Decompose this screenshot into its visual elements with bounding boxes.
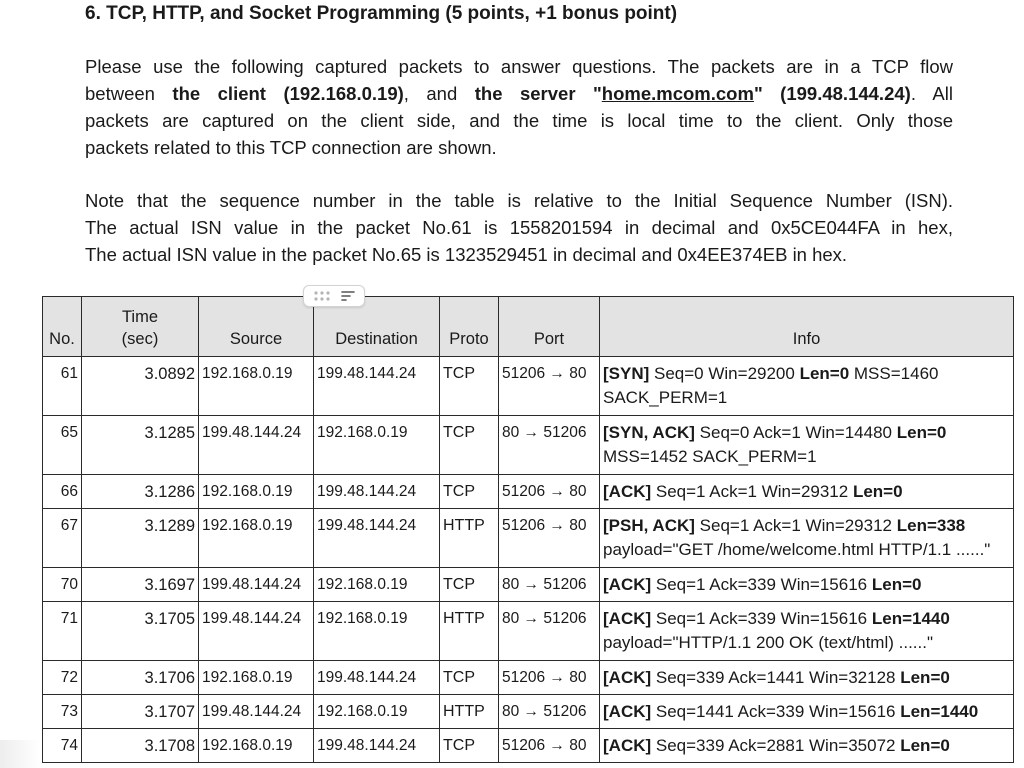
cell-source: 192.168.0.19 (199, 357, 314, 416)
info-len: Len=1440 (900, 702, 979, 721)
cell-source: 199.48.144.24 (199, 602, 314, 661)
cell-port: 51206 → 80 (499, 509, 600, 568)
header-proto: Proto (440, 297, 499, 357)
cell-port: 80 → 51206 (499, 695, 600, 729)
info-flags: [ACK] (603, 482, 652, 501)
server-label: the server "home.mcom.com" (199.48.144.24) (474, 83, 911, 104)
info-len: Len=0 (900, 736, 950, 755)
cell-proto: TCP (440, 416, 499, 475)
cell-time: 3.1285 (82, 416, 199, 475)
header-source: Source (199, 297, 314, 357)
table-row (43, 509, 1014, 568)
packet-table-body (43, 357, 1014, 763)
cell-destination: 192.168.0.19 (314, 568, 440, 602)
client-label: the client (192.168.0.19) (172, 83, 404, 104)
cell-source: 199.48.144.24 (199, 695, 314, 729)
cell-destination: 192.168.0.19 (314, 602, 440, 661)
cell-time: 3.1289 (82, 509, 199, 568)
note-paragraph (85, 187, 953, 268)
info-len: Len=0 (852, 482, 903, 501)
table-row (43, 568, 1014, 602)
cell-port: 51206 → 80 (499, 357, 600, 416)
cell-proto: HTTP (440, 602, 499, 661)
info-payload: payload="HTTP/1.1 200 OK (text/html) ......" (603, 633, 934, 652)
info-flags: [ACK] (603, 668, 652, 687)
table-row (43, 729, 1014, 763)
cell-proto: TCP (440, 729, 499, 763)
table-row (43, 602, 1014, 661)
info-flags: [ACK] (603, 736, 652, 755)
cell-proto: TCP (440, 357, 499, 416)
note-line-1: Note that the sequence number in the table is relative to the Initial Sequence Number (ISN). (85, 190, 953, 211)
cell-time: 3.1697 (82, 568, 199, 602)
cell-info (600, 568, 1014, 602)
table-drag-handle[interactable] (303, 285, 365, 307)
info-fields: Seq=1 Ack=1 Win=29312 (651, 482, 853, 501)
drag-handle-icon[interactable] (313, 290, 331, 302)
info-flags: [SYN] (603, 364, 650, 383)
table-row (43, 475, 1014, 509)
cell-source: 199.48.144.24 (199, 416, 314, 475)
info-flags: [ACK] (603, 575, 652, 594)
cell-info (600, 416, 1014, 475)
intro-line-2: between the client (192.168.0.19), and the server "home.mcom.com" (199.48.144.24). All (85, 83, 953, 104)
info-len: Len=0 (871, 575, 922, 594)
header-destination: Destination (314, 297, 440, 357)
edge-shadow (0, 740, 40, 768)
cell-port: 80 → 51206 (499, 568, 600, 602)
cell-no: 72 (43, 661, 82, 695)
cell-port: 51206 → 80 (499, 475, 600, 509)
cell-time: 3.1707 (82, 695, 199, 729)
header-no: No. (43, 297, 82, 357)
info-fields: Seq=0 Ack=1 Win=14480 (694, 423, 897, 442)
intro-line-3: packets are captured on the client side, and the time is local time to the client. Only those (85, 110, 953, 131)
cell-destination: 199.48.144.24 (314, 729, 440, 763)
cell-port: 80 → 51206 (499, 602, 600, 661)
cell-time: 3.1705 (82, 602, 199, 661)
info-fields: Seq=339 Ack=1441 Win=32128 (651, 668, 901, 687)
cell-no: 66 (43, 475, 82, 509)
cell-port: 51206 → 80 (499, 729, 600, 763)
info-len: Len=0 (900, 668, 950, 687)
cell-source: 199.48.144.24 (199, 568, 314, 602)
cell-proto: HTTP (440, 509, 499, 568)
intro-line-1: Please use the following captured packets to answer questions. The packets are in a TCP flow (85, 56, 953, 77)
cell-destination: 199.48.144.24 (314, 509, 440, 568)
info-fields: Seq=1441 Ack=339 Win=15616 (651, 702, 901, 721)
info-flags: [SYN, ACK] (603, 423, 695, 442)
info-options: MSS=1460 SACK_PERM=1 (603, 364, 939, 407)
cell-source: 192.168.0.19 (199, 729, 314, 763)
table-row (43, 695, 1014, 729)
header-info: Info (600, 297, 1014, 357)
note-line-2: The actual ISN value in the packet No.61 is 1558201594 in decimal and 0x5CE044FA in hex, (85, 217, 953, 238)
cell-proto: TCP (440, 568, 499, 602)
info-len: Len=0 (896, 423, 947, 442)
cell-no: 74 (43, 729, 82, 763)
note-line-3: The actual ISN value in the packet No.65 is 1323529451 in decimal and 0x4EE374EB in hex. (85, 244, 848, 265)
cell-time: 3.1706 (82, 661, 199, 695)
table-row (43, 661, 1014, 695)
cell-time: 3.1708 (82, 729, 199, 763)
text-align-icon[interactable] (340, 290, 356, 302)
table-header-row (43, 297, 1014, 357)
cell-info (600, 509, 1014, 568)
cell-info (600, 602, 1014, 661)
cell-port: 80 → 51206 (499, 416, 600, 475)
info-len: Len=0 (799, 364, 850, 383)
cell-info (600, 729, 1014, 763)
cell-source: 192.168.0.19 (199, 475, 314, 509)
cell-source: 192.168.0.19 (199, 509, 314, 568)
header-port: Port (499, 297, 600, 357)
packet-table (42, 296, 1014, 763)
cell-no: 67 (43, 509, 82, 568)
cell-info (600, 695, 1014, 729)
cell-info (600, 357, 1014, 416)
info-len: Len=338 (896, 516, 966, 535)
cell-destination: 199.48.144.24 (314, 661, 440, 695)
cell-source: 192.168.0.19 (199, 661, 314, 695)
cell-proto: HTTP (440, 695, 499, 729)
server-host-link[interactable]: home.mcom.com (601, 83, 754, 104)
cell-no: 65 (43, 416, 82, 475)
info-len: Len=1440 (871, 609, 950, 628)
info-fields: Seq=1 Ack=339 Win=15616 (651, 609, 872, 628)
table-row (43, 357, 1014, 416)
cell-destination: 192.168.0.19 (314, 416, 440, 475)
info-fields: Seq=1 Ack=1 Win=29312 (694, 516, 897, 535)
cell-no: 61 (43, 357, 82, 416)
cell-no: 71 (43, 602, 82, 661)
table-row (43, 416, 1014, 475)
info-payload: payload="GET /home/welcome.html HTTP/1.1 ......" (603, 540, 991, 559)
header-time: Time (sec) (82, 297, 199, 357)
info-fields: Seq=339 Ack=2881 Win=35072 (651, 736, 901, 755)
info-flags: [ACK] (603, 702, 652, 721)
intro-line-4: packets related to this TCP connection are shown. (85, 137, 497, 158)
cell-proto: TCP (440, 661, 499, 695)
info-flags: [PSH, ACK] (603, 516, 695, 535)
info-options: MSS=1452 SACK_PERM=1 (603, 447, 817, 466)
cell-time: 3.1286 (82, 475, 199, 509)
cell-no: 73 (43, 695, 82, 729)
info-fields: Seq=0 Win=29200 (649, 364, 800, 383)
cell-destination: 199.48.144.24 (314, 475, 440, 509)
cell-info (600, 475, 1014, 509)
info-flags: [ACK] (603, 609, 652, 628)
cell-destination: 192.168.0.19 (314, 695, 440, 729)
cell-port: 51206 → 80 (499, 661, 600, 695)
cell-info (600, 661, 1014, 695)
intro-paragraph (85, 53, 953, 161)
cell-proto: TCP (440, 475, 499, 509)
cell-time: 3.0892 (82, 357, 199, 416)
info-fields: Seq=1 Ack=339 Win=15616 (651, 575, 872, 594)
cell-destination: 199.48.144.24 (314, 357, 440, 416)
cell-no: 70 (43, 568, 82, 602)
question-heading: 6. TCP, HTTP, and Socket Programming (5 points, +1 bonus point) (85, 3, 678, 24)
